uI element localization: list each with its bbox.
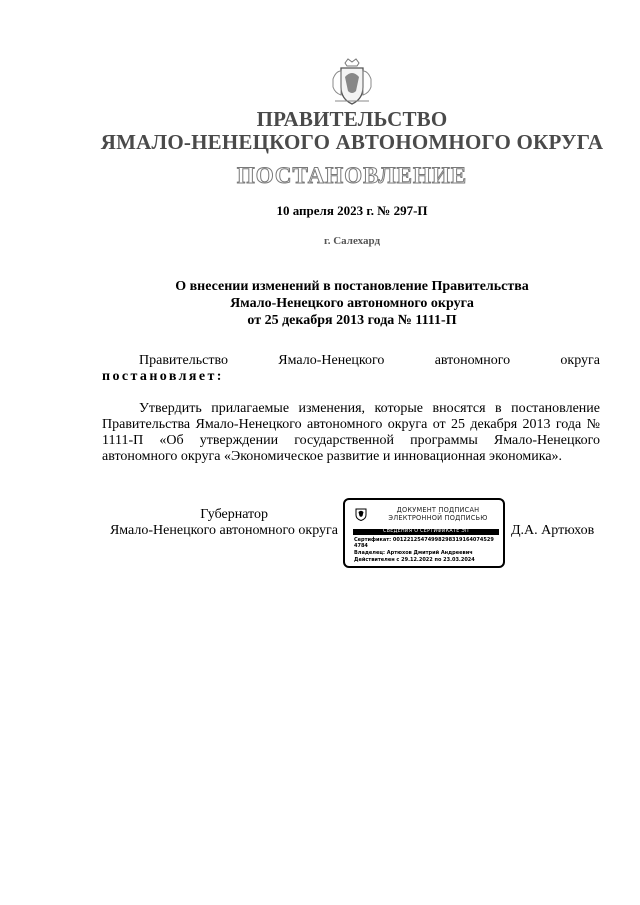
subject-line3: от 25 декабря 2013 года № 1111-П xyxy=(247,313,457,328)
resolution-paragraph xyxy=(102,353,600,385)
stamp-owner: Владелец: Артюхов Дмитрий Андреевич xyxy=(354,550,473,556)
government-title-line1: ПРАВИТЕЛЬСТВО xyxy=(256,107,448,131)
document-type: ПОСТАНОВЛЕНИЕ xyxy=(236,163,468,188)
decree-subject xyxy=(0,278,640,329)
resolves-word: постановляет: xyxy=(102,369,224,384)
stamp-certificate xyxy=(354,537,510,549)
government-title-line2: ЯМАЛО-НЕНЕЦКОГО АВТОНОМНОГО ОКРУГА xyxy=(100,130,604,154)
stamp-certificate-line1: Сертификат: 00122125474998298319164074529 xyxy=(354,537,494,543)
stamp-title xyxy=(373,506,503,522)
word-okrug: округа xyxy=(560,353,600,368)
approval-paragraph: Утвердить прилагаемые изменения, которые вносятся в постановление Правительства Ямало-Ненецкого автономного округа от 25 декабря 2013 года № 1111-П «Об утверждении государственной программы Ямало-Ненецкого автономного округа «Экономическое развитие и инновационная экономика». xyxy=(102,401,600,464)
stamp-title-line2: ЭЛЕКТРОННОЙ ПОДПИСЬЮ xyxy=(388,514,488,522)
resolution-line xyxy=(102,353,600,369)
word-autonomous: автономного xyxy=(434,353,511,368)
signer-name: Д.А. Артюхов xyxy=(511,523,595,538)
city: г. Салехард xyxy=(323,235,381,247)
signer-role-line1: Губернатор xyxy=(200,507,268,522)
electronic-signature-stamp xyxy=(343,498,505,568)
date-and-number: 10 апреля 2023 г. № 297-П xyxy=(276,203,428,218)
stamp-certificate-bar: СВЕДЕНИЯ О СЕРТИФИКАТЕ ЭП xyxy=(353,529,499,535)
stamp-title-line1: ДОКУМЕНТ ПОДПИСАН xyxy=(396,506,480,514)
coat-of-arms-small-icon xyxy=(355,507,367,521)
coat-of-arms-icon xyxy=(330,57,374,107)
stamp-certificate-line2: 4784 xyxy=(354,543,368,549)
word-government: Правительство xyxy=(139,353,228,368)
signer-role-line2: Ямало-Ненецкого автономного округа xyxy=(109,523,338,538)
signer-role xyxy=(102,507,338,539)
subject-line1: О внесении изменений в постановление Правительства xyxy=(175,279,529,294)
subject-line2: Ямало-Ненецкого автономного округа xyxy=(230,296,474,311)
word-region: Ямало-Ненецкого xyxy=(278,353,385,368)
stamp-validity: Действителен с 29.12.2022 по 23.03.2024 xyxy=(354,557,475,563)
